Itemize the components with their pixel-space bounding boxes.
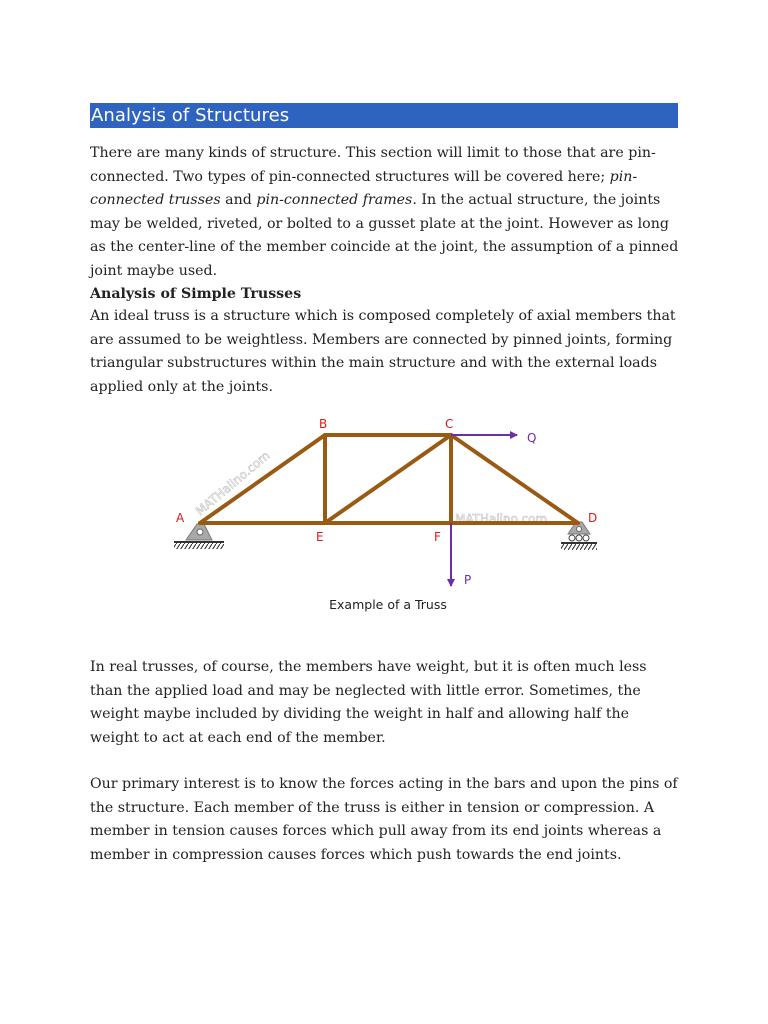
- joint-label-e: E: [316, 530, 324, 544]
- intro-emphasis-trusses: pin-connected trusses: [90, 168, 638, 208]
- intro-emphasis-frames: pin-connected frames: [256, 192, 413, 208]
- watermark-diagonal: MATHalino.com: [192, 448, 273, 519]
- intro-paragraph: [90, 142, 680, 283]
- section-title: Analysis of Structures: [91, 105, 290, 126]
- subsection-heading: Analysis of Simple Trusses: [90, 286, 302, 302]
- joint-label-b: B: [319, 417, 328, 431]
- joint-label-c: C: [445, 417, 454, 431]
- member-cd: [451, 435, 578, 523]
- simple-trusses-paragraph: An ideal truss is a structure which is composed completely of axial members that are assumed to be weightless. Members are connected by pinned joints, forming triangular substructures within the main structure and with the external loads applied only at the joints.: [90, 308, 676, 395]
- joint-label-d: D: [588, 511, 598, 525]
- real-trusses-paragraph: In real trusses, of course, the members have weight, but it is often much less than the applied load and may be neglected with little error. Sometimes, the weight maybe included by dividing the weight in half and allowing half the weight to act at each end of the member.: [90, 659, 647, 746]
- truss-figure: [168, 412, 608, 617]
- member-ec: [325, 435, 451, 523]
- roller-support-d: [561, 522, 597, 550]
- section-title-bar: [90, 103, 678, 128]
- primary-interest-paragraph: Our primary interest is to know the forces acting in the bars and upon the pins of the structure. Each member of the truss is either in tension or compression. A member in tension causes forces which pull away from its end joints whereas a member in compression causes forces which push towards the end joints.: [90, 776, 678, 863]
- pin-support-a: [174, 524, 224, 549]
- intro-text-1: There are many kinds of structure. This section will limit to those that are pin-connected. Two types of pin-connected structures will be covered here;: [90, 145, 656, 185]
- intro-text-3: . In the actual structure, the joints may be welded, riveted, or bolted to a gusset plate at the joint. However as long as the center-line of the member coincide at the joint, the assumption of a pinned joint maybe used.: [90, 192, 679, 279]
- figure-caption: Example of a Truss: [329, 597, 447, 612]
- load-label-q: Q: [527, 431, 537, 445]
- joint-label-f: F: [434, 530, 441, 544]
- watermark-horizontal: MATHalino.com: [455, 512, 548, 526]
- intro-text-2: and: [220, 192, 257, 208]
- load-label-p: P: [464, 573, 472, 587]
- joint-label-a: A: [176, 511, 185, 525]
